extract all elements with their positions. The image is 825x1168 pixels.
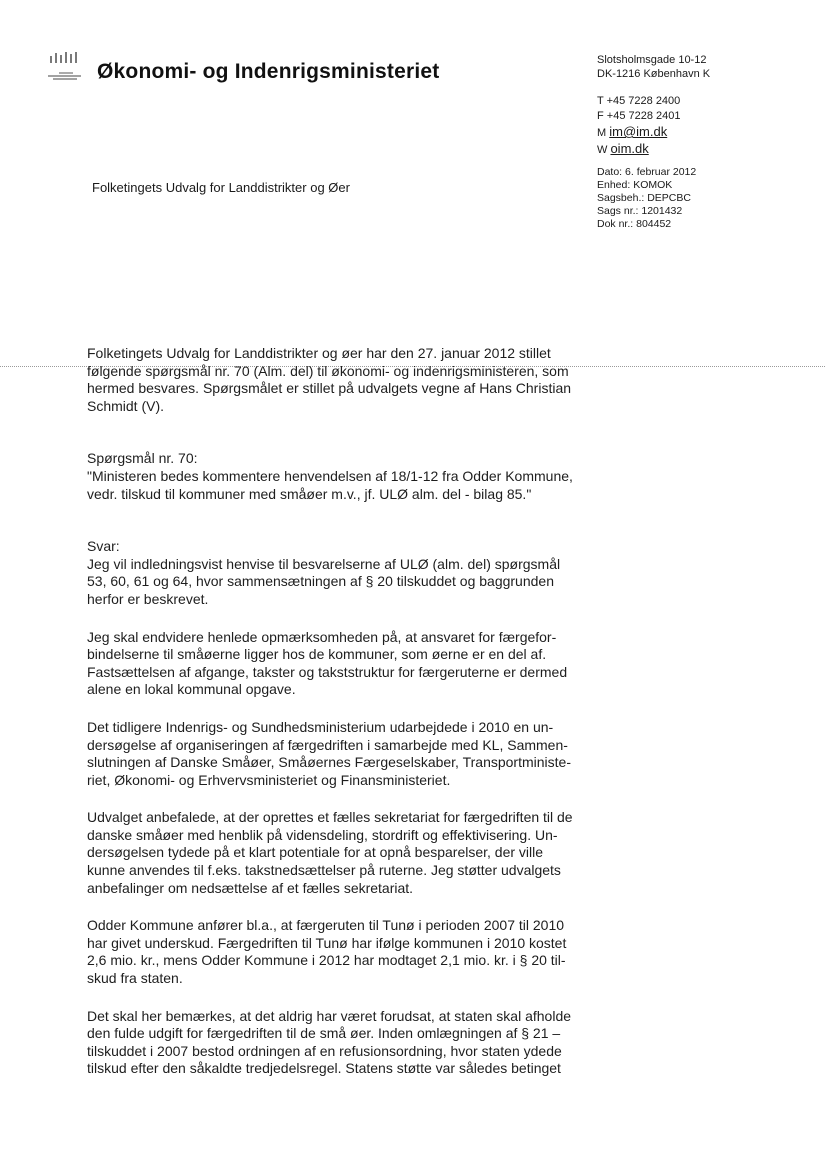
text-line: har givet underskud. Færgedriften til Tunø har ifølge kommunen i 2010 kostet	[87, 934, 567, 951]
ministry-logo-icon	[47, 50, 83, 84]
text-line: den fulde udgift for færgedriften til de små øer. Inden omlægningen af § 21 –	[87, 1025, 561, 1042]
document-meta	[597, 166, 696, 231]
text-line: 53, 60, 61 og 64, hvor sammensætningen af § 20 tilskuddet og baggrunden	[87, 573, 554, 590]
email-link[interactable]: im@im.dk	[609, 124, 668, 139]
meta-doc-number: Dok nr.: 804452	[597, 218, 672, 230]
text-line: vedr. tilskud til kommuner med småøer m.v., jf. ULØ alm. del - bilag 85."	[87, 485, 532, 502]
answer-paragraph	[87, 1007, 572, 1078]
answer-paragraph	[87, 718, 571, 789]
text-line: 2,6 mio. kr., mens Odder Kommune i 2012 har modtaget 2,1 mio. kr. i § 20 til-	[87, 952, 566, 969]
meta-handler: Sagsbeh.: DEPCBC	[597, 192, 691, 204]
text-line: danske småøer med henblik på vidensdeling, stordrift og effektivisering. Un-	[87, 826, 558, 843]
meta-case-number: Sags nr.: 1201432	[597, 205, 683, 217]
address-line: DK-1216 København K	[597, 68, 711, 80]
answer-heading: Svar:	[87, 538, 120, 555]
answer-paragraph	[87, 917, 567, 987]
text-line: Det tidligere Indenrigs- og Sundhedsministerium udarbejdede i 2010 en un-	[87, 718, 554, 735]
recipient: Folketingets Udvalg for Landdistrikter og Øer	[92, 180, 350, 195]
email-row	[597, 124, 681, 141]
text-line: bindelserne til småøerne ligger hos de kommuner, som øerne er en del af.	[87, 646, 547, 663]
web-prefix: W	[597, 144, 608, 156]
web-row	[597, 141, 681, 158]
ministry-address	[597, 53, 710, 81]
text-line: Udvalget anbefalede, at der oprettes et fælles sekretariat for færgedriften til de	[87, 809, 573, 826]
address-line: Slotsholmsgade 10-12	[597, 54, 707, 66]
question-heading: Spørgsmål nr. 70:	[87, 450, 198, 467]
text-line: slutningen af Danske Småøer, Småøernes Færgeselskaber, Transportministe-	[87, 754, 571, 771]
text-line: skud fra staten.	[87, 970, 183, 987]
text-line: herfor er beskrevet.	[87, 590, 209, 607]
text-line: kunne anvendes til f.eks. takstnedsættelser på ruterne. Jeg støtter udvalgets	[87, 862, 561, 879]
text-line: Schmidt (V).	[87, 397, 165, 414]
text-line: tilskud efter den såkaldte tredjedelsregel. Statens støtte var således betinget	[87, 1060, 561, 1077]
text-line: Folketingets Udvalg for Landdistrikter og øer har den 27. januar 2012 stillet	[87, 345, 551, 361]
meta-unit: Enhed: KOMOK	[597, 179, 673, 191]
text-line: Jeg vil indledningsvist henvise til besvarelserne af ULØ (alm. del) spørgsmål	[87, 555, 561, 572]
text-line: Det skal her bemærkes, at det aldrig har været forudsat, at staten skal afholde	[87, 1007, 572, 1024]
fax: F +45 7228 2401	[597, 110, 681, 122]
text-line: Jeg skal endvidere henlede opmærksomheden på, at ansvaret for færgefor-	[87, 628, 557, 645]
answer-paragraph	[87, 628, 568, 699]
phone: T +45 7228 2400	[597, 95, 681, 107]
text-line: riet, Økonomi- og Erhvervsministeriet og Finansministeriet.	[87, 771, 451, 788]
meta-date: Dato: 6. februar 2012	[597, 166, 697, 178]
letter-body	[87, 345, 573, 1078]
contact-block	[597, 94, 681, 158]
ministry-name: Økonomi- og Indenrigsministeriet	[97, 60, 440, 83]
text-line: "Ministeren bedes kommentere henvendelsen af 18/1-12 fra Odder Kommune,	[87, 467, 573, 484]
text-line: alene en lokal kommunal opgave.	[87, 681, 296, 698]
web-link[interactable]: oim.dk	[610, 141, 649, 156]
question-block	[87, 450, 573, 503]
intro-paragraph	[87, 345, 572, 415]
text-line: anbefalinger om nedsættelse af et fælles sekretariat.	[87, 879, 414, 896]
text-line: tilskuddet i 2007 bestod ordningen af en refusionsordning, hvor staten ydede	[87, 1042, 562, 1059]
answer-paragraph	[87, 538, 561, 608]
text-line: dersøgelsen tydede på et klart potentiale for at opnå besparelser, der ville	[87, 844, 544, 861]
answer-paragraph	[87, 809, 573, 897]
text-line: Fastsættelsen af afgange, takster og takststruktur for færgeruterne er dermed	[87, 663, 568, 680]
text-line: hermed besvares. Spørgsmålet er stillet på udvalgets vegne af Hans Christian	[87, 380, 572, 397]
text-line: dersøgelse af organiseringen af færgedriften i samarbejde med KL, Sammen-	[87, 736, 568, 753]
email-prefix: M	[597, 127, 607, 139]
text-line: Odder Kommune anfører bl.a., at færgeruten til Tunø i perioden 2007 til 2010	[87, 917, 565, 934]
text-line: følgende spørgsmål nr. 70 (Alm. del) til økonomi- og indenrigsministeren, som	[87, 362, 569, 379]
